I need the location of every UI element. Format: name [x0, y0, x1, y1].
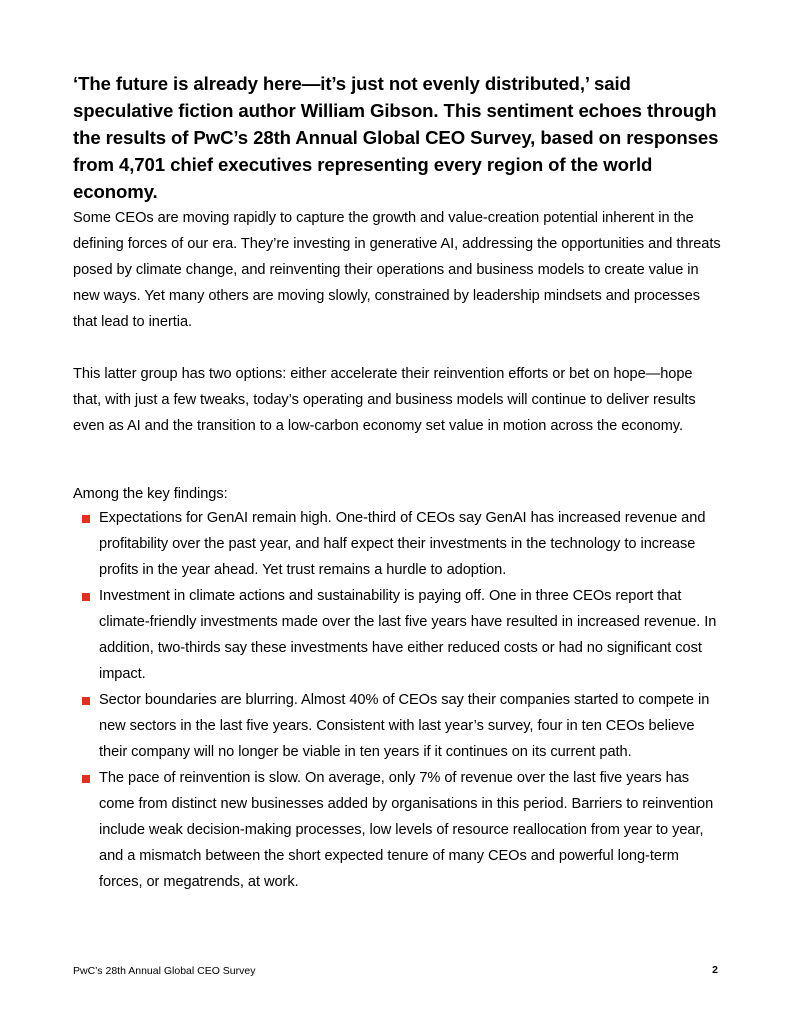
lede-quote: ‘The future is already here—it’s just not evenly distributed,’ said speculative fiction author William Gibson. This sentiment echoes through the results of PwC’s 28th Annual Global CEO Survey, based on responses from 4,701 chief executives representing every region of the world economy. — [73, 73, 719, 202]
finding-item-sectors — [73, 687, 723, 765]
finding-text: Sector boundaries are blurring. Almost 40% of CEOs say their companies started to compete in new sectors in the last five years. Consistent with last year’s survey, four in ten CEOs believe their company will no longer be viable in ten years if it continues on its current path. — [99, 692, 710, 760]
finding-item-genai — [73, 505, 723, 583]
square-bullet-icon — [82, 775, 90, 783]
findings-intro: Among the key findings: — [73, 486, 228, 502]
finding-text: Investment in climate actions and sustainability is paying off. One in three CEOs report that climate-friendly investments made over the last five years have resulted in increased revenue. In addition, two-thirds say these investments have either reduced costs or had no significant cost impact. — [99, 588, 717, 682]
finding-item-reinvention — [73, 765, 723, 895]
finding-text: Expectations for GenAI remain high. One-third of CEOs say GenAI has increased revenue and profitability over the past year, and half expect their investments in the technology to increase profits in the year ahead. Yet trust remains a hurdle to adoption. — [99, 510, 706, 578]
square-bullet-icon — [82, 515, 90, 523]
page-number: 2 — [712, 964, 718, 976]
body-paragraph-1: Some CEOs are moving rapidly to capture the growth and value-creation potential inherent in the defining forces of our era. They’re investing in generative AI, addressing the opportunities and threats posed by climate change, and reinventing their operations and business models to create value in new ways. Yet many others are moving slowly, constrained by leadership mindsets and processes that lead to inertia. — [73, 210, 721, 330]
body-paragraph-2: This latter group has two options: either accelerate their reinvention efforts or bet on hope—hope that, with just a few tweaks, today’s operating and business models will continue to deliver results even as AI and the transition to a low-carbon economy set value in motion across the economy. — [73, 366, 696, 434]
finding-item-climate — [73, 583, 723, 687]
square-bullet-icon — [82, 697, 90, 705]
finding-text: The pace of reinvention is slow. On average, only 7% of revenue over the last five years has come from distinct new businesses added by organisations in this period. Barriers to reinvention include weak decision-making processes, low levels of resource reallocation from year to year, and a mismatch between the short expected tenure of many CEOs and powerful long-term forces, or megatrends, at work. — [99, 770, 714, 890]
key-findings-list — [73, 505, 723, 895]
square-bullet-icon — [82, 593, 90, 601]
footer-title: PwC’s 28th Annual Global CEO Survey — [73, 965, 256, 977]
